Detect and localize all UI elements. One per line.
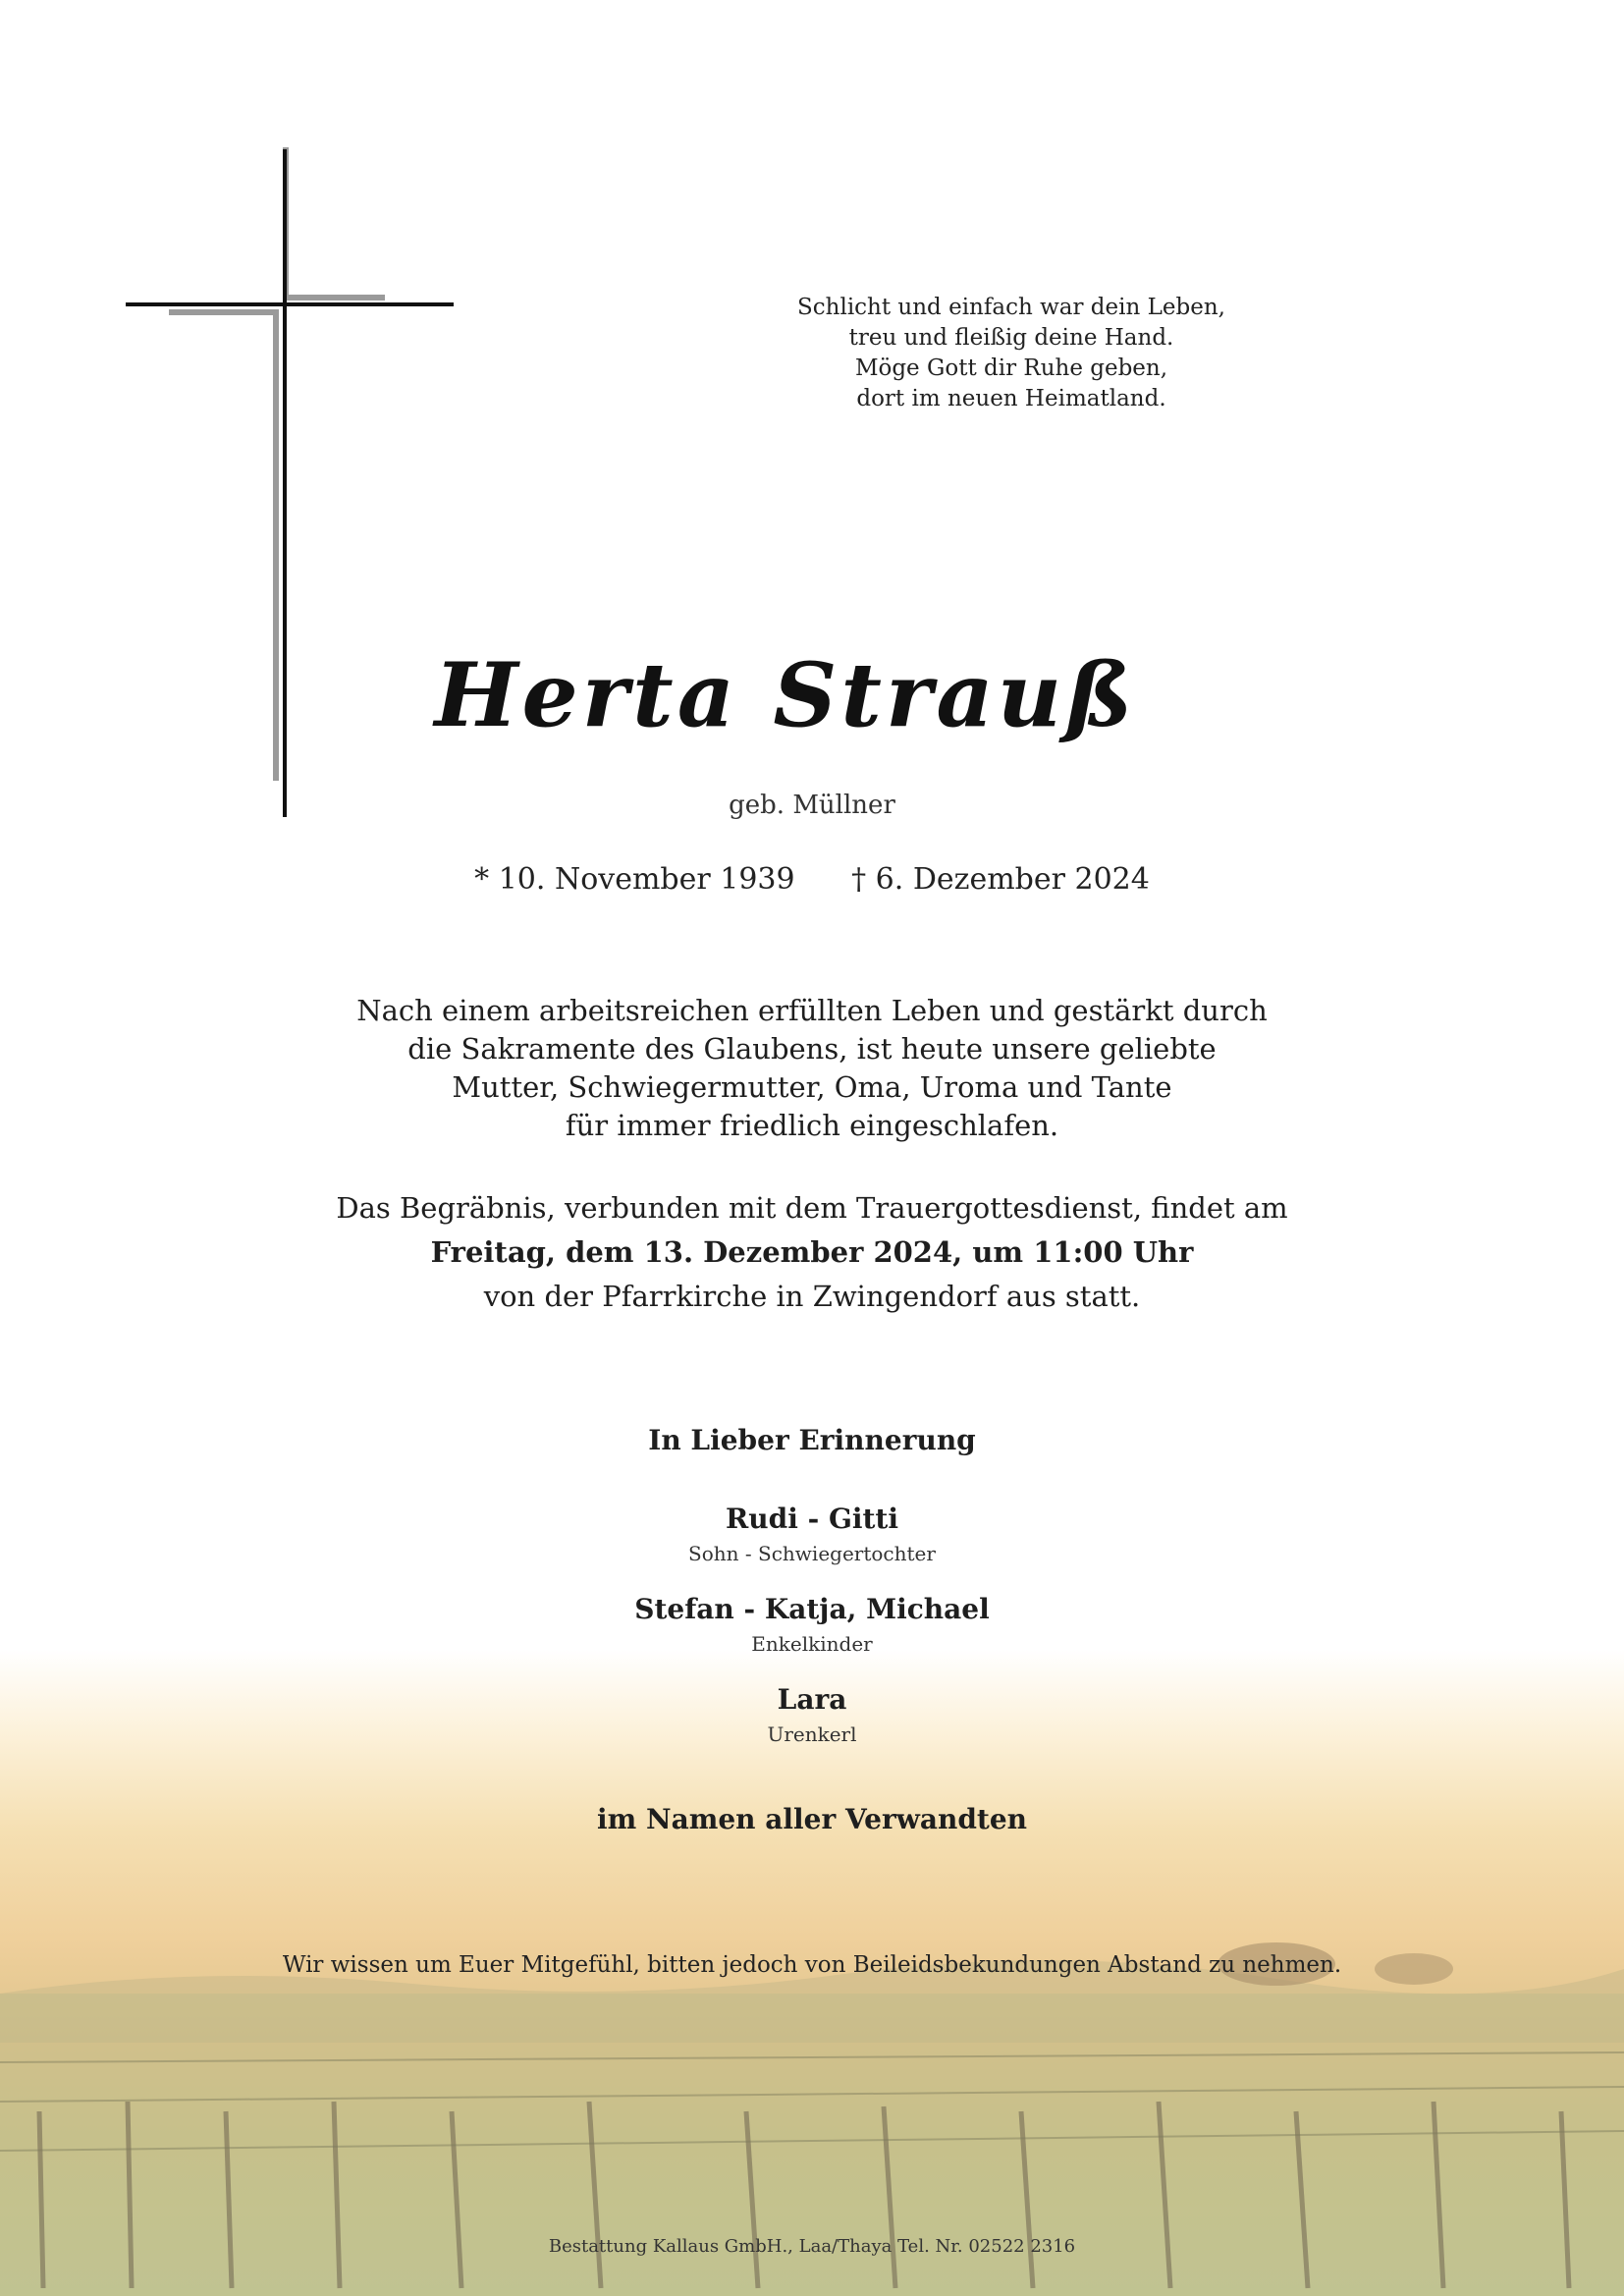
death-date: † 6. Dezember 2024 — [851, 862, 1150, 897]
memory-title: In Lieber Erinnerung — [648, 1424, 976, 1456]
funeral-line: Das Begräbnis, verbunden mit dem Trauergottesdienst, findet am — [336, 1191, 1288, 1225]
family-names: Lara — [777, 1683, 847, 1716]
deceased-name: Herta Strauß — [434, 643, 1137, 747]
verse-line: treu und fleißig deine Hand. — [848, 325, 1174, 351]
announcement-line: für immer friedlich eingeschlafen. — [565, 1109, 1059, 1142]
life-dates — [0, 862, 1624, 897]
undertaker-info: Bestattung Kallaus GmbH., Laa/Thaya Tel. Nr. 02522 2316 — [548, 2236, 1076, 2257]
verse-line: Möge Gott dir Ruhe geben, — [854, 355, 1168, 381]
verse-block — [727, 293, 1296, 414]
funeral-info — [0, 1186, 1624, 1319]
announcement-text — [0, 992, 1624, 1145]
funeral-place: von der Pfarrkirche in Zwingendorf aus statt. — [483, 1280, 1141, 1313]
condolence-notice: Wir wissen um Euer Mitgefühl, bitten jedoch von Beileidsbekundungen Abstand zu nehmen. — [282, 1952, 1342, 1978]
closing-line: im Namen aller Verwandten — [596, 1803, 1028, 1835]
birth-date: * 10. November 1939 — [474, 862, 795, 897]
family-names: Rudi - Gitti — [725, 1503, 898, 1535]
announcement-line: Mutter, Schwiegermutter, Oma, Uroma und Tante — [452, 1070, 1172, 1104]
family-names: Stefan - Katja, Michael — [634, 1593, 990, 1625]
funeral-date: Freitag, dem 13. Dezember 2024, um 11:00 Uhr — [430, 1235, 1194, 1269]
announcement-line: Nach einem arbeitsreichen erfüllten Leben und gestärkt durch — [356, 994, 1268, 1027]
family-relation: Sohn - Schwiegertochter — [688, 1542, 936, 1565]
family-relation: Urenkerl — [767, 1722, 857, 1746]
verse-line: Schlicht und einfach war dein Leben, — [797, 295, 1225, 320]
born-name: geb. Müllner — [729, 791, 895, 820]
family-relation: Enkelkinder — [751, 1632, 873, 1656]
announcement-line: die Sakramente des Glaubens, ist heute unsere geliebte — [407, 1032, 1217, 1066]
verse-line: dort im neuen Heimatland. — [856, 386, 1166, 411]
